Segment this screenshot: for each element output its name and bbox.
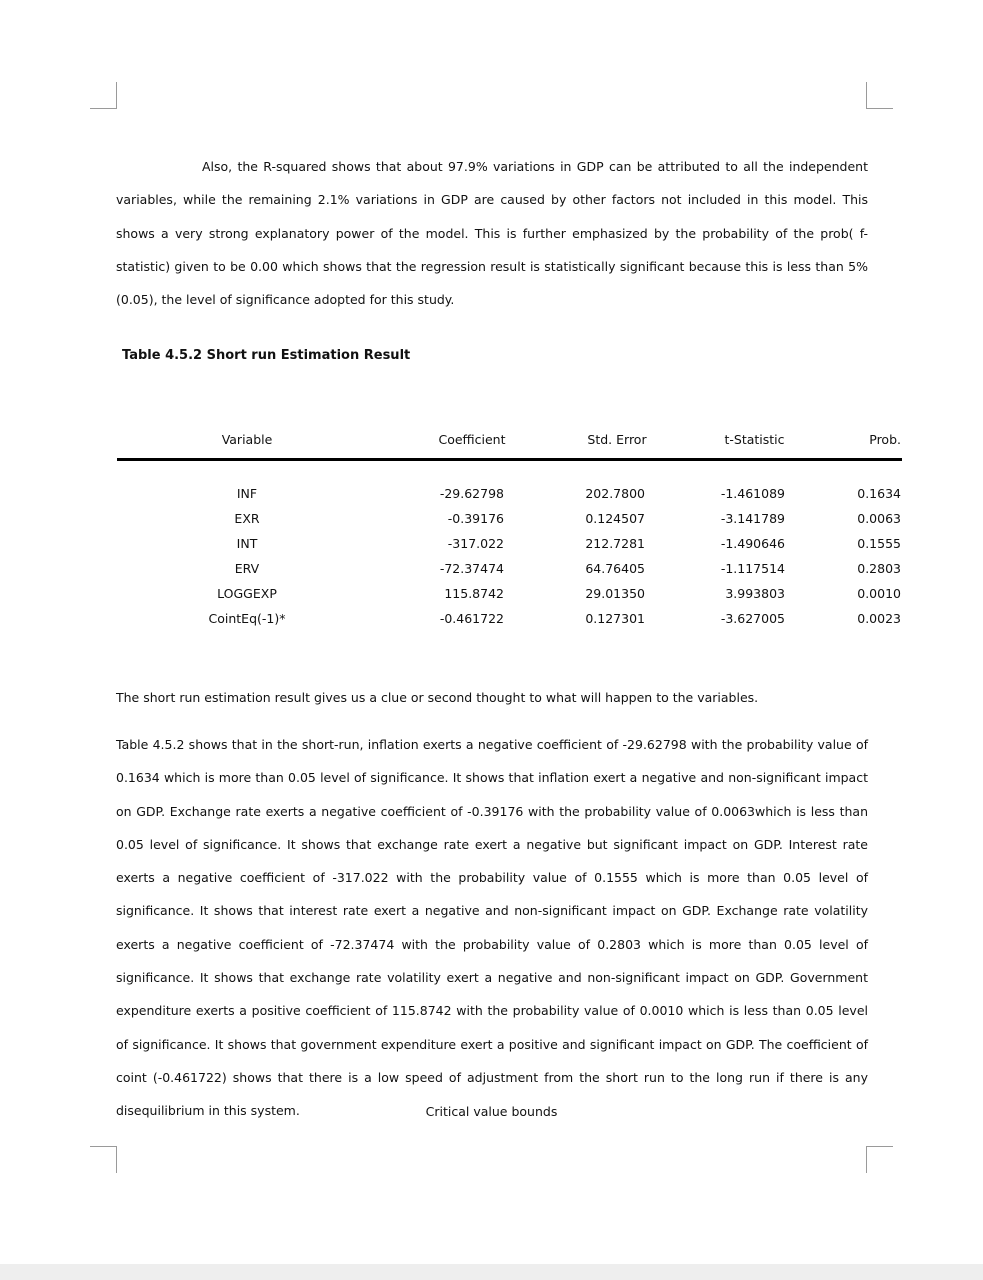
crop-mark-bottom-left: [90, 1146, 117, 1173]
cell-variable: LOGGEXP: [217, 586, 277, 601]
header-std-error: Std. Error: [587, 432, 647, 447]
cell-t-statistic: -3.627005: [720, 611, 785, 626]
cell-t-statistic: -1.461089: [720, 486, 785, 501]
header-coefficient: Coefficient: [438, 432, 506, 447]
cell-prob: 0.0023: [857, 611, 901, 626]
cell-coefficient: -72.37474: [439, 561, 504, 576]
paragraph-short-run-intro: The short run estimation result gives us a clue or second thought to what will happen to the variables.: [116, 690, 759, 705]
header-prob: Prob.: [869, 432, 901, 447]
crop-mark-bottom-right: [866, 1146, 893, 1173]
table-row: [117, 583, 902, 608]
cell-variable: ERV: [234, 561, 260, 576]
cell-prob: 0.0063: [857, 511, 901, 526]
cell-t-statistic: -1.117514: [720, 561, 785, 576]
header-variable: Variable: [221, 432, 273, 447]
paragraph-short-run-interpretation: Table 4.5.2 shows that in the short-run, inflation exerts a negative coefficient of -29.62798 with the probability value of 0.1634 which is more than 0.05 level of significance. It shows that inflation exert a negative and non-significant impact on GDP. Exchange rate exerts a negative coefficient of -0.39176 with the probability value of 0.0063which is less than 0.05 level of significance. It shows that exchange rate exert a negative but significant impact on GDP. Interest rate exerts a negative coefficient of -317.022 with the probability value of 0.1555 which is more than 0.05 level of significance. It shows that interest rate exert a negative and non-significant impact on GDP. Exchange rate volatility exerts a negative coefficient of -72.37474 with the probability value of 0.2803 which is more than 0.05 level of significance. It shows that exchange rate volatility exert a negative and non-significant impact on GDP. Government expenditure exerts a positive coefficient of 115.8742 with the probability value of 0.0010 which is less than 0.05 level of significance. It shows that government expenditure exert a positive and significant impact on GDP. The coefficient of coint (-0.461722) shows that there is a low speed of adjustment from the short run to the long run if there is any disequilibrium in this system.: [116, 737, 868, 1119]
cell-coefficient: -29.62798: [439, 486, 504, 501]
cell-std-error: 0.127301: [585, 611, 645, 626]
cell-coefficient: -317.022: [447, 536, 504, 551]
cell-variable: INF: [236, 486, 258, 501]
viewer-bottom-edge: [0, 1264, 983, 1280]
table-body: [117, 483, 902, 633]
header-t-statistic: t-Statistic: [724, 432, 785, 447]
cell-coefficient: -0.461722: [439, 611, 504, 626]
crop-mark-top-right: [866, 82, 893, 109]
cell-prob: 0.1634: [857, 486, 901, 501]
paragraph-r-squared: Also, the R-squared shows that about 97.9% variations in GDP can be attributed to all the independent variables, while the remaining 2.1% variations in GDP are caused by other factors not included in this model. This shows a very strong explanatory power of the model. This is further emphasized by the probability of the prob( f-statistic) given to be 0.00 which shows that the regression result is statistically significant because this is less than 5% (0.05), the level of significance adopted for this study.: [116, 159, 868, 308]
cell-coefficient: 115.8742: [444, 586, 504, 601]
cell-prob: 0.1555: [857, 536, 901, 551]
table-row: [117, 483, 902, 508]
short-run-estimation-table: [117, 428, 902, 633]
cell-std-error: 0.124507: [585, 511, 645, 526]
table-row: [117, 608, 902, 633]
cell-variable: EXR: [234, 511, 260, 526]
cell-std-error: 202.7800: [585, 486, 645, 501]
table-header-row: [117, 428, 902, 461]
cell-std-error: 212.7281: [585, 536, 645, 551]
crop-mark-top-left: [90, 82, 117, 109]
table-caption: Table 4.5.2 Short run Estimation Result: [122, 348, 411, 363]
cell-variable: CointEq(-1)*: [208, 611, 286, 626]
section-heading-critical-value-bounds: Critical value bounds: [425, 1104, 558, 1119]
table-row: [117, 533, 902, 558]
cell-prob: 0.2803: [857, 561, 901, 576]
cell-variable: INT: [236, 536, 258, 551]
cell-t-statistic: -3.141789: [720, 511, 785, 526]
cell-coefficient: -0.39176: [447, 511, 504, 526]
cell-prob: 0.0010: [857, 586, 901, 601]
cell-std-error: 64.76405: [585, 561, 645, 576]
cell-std-error: 29.01350: [585, 586, 645, 601]
cell-t-statistic: -1.490646: [720, 536, 785, 551]
table-row: [117, 558, 902, 583]
table-row: [117, 508, 902, 533]
cell-t-statistic: 3.993803: [725, 586, 785, 601]
